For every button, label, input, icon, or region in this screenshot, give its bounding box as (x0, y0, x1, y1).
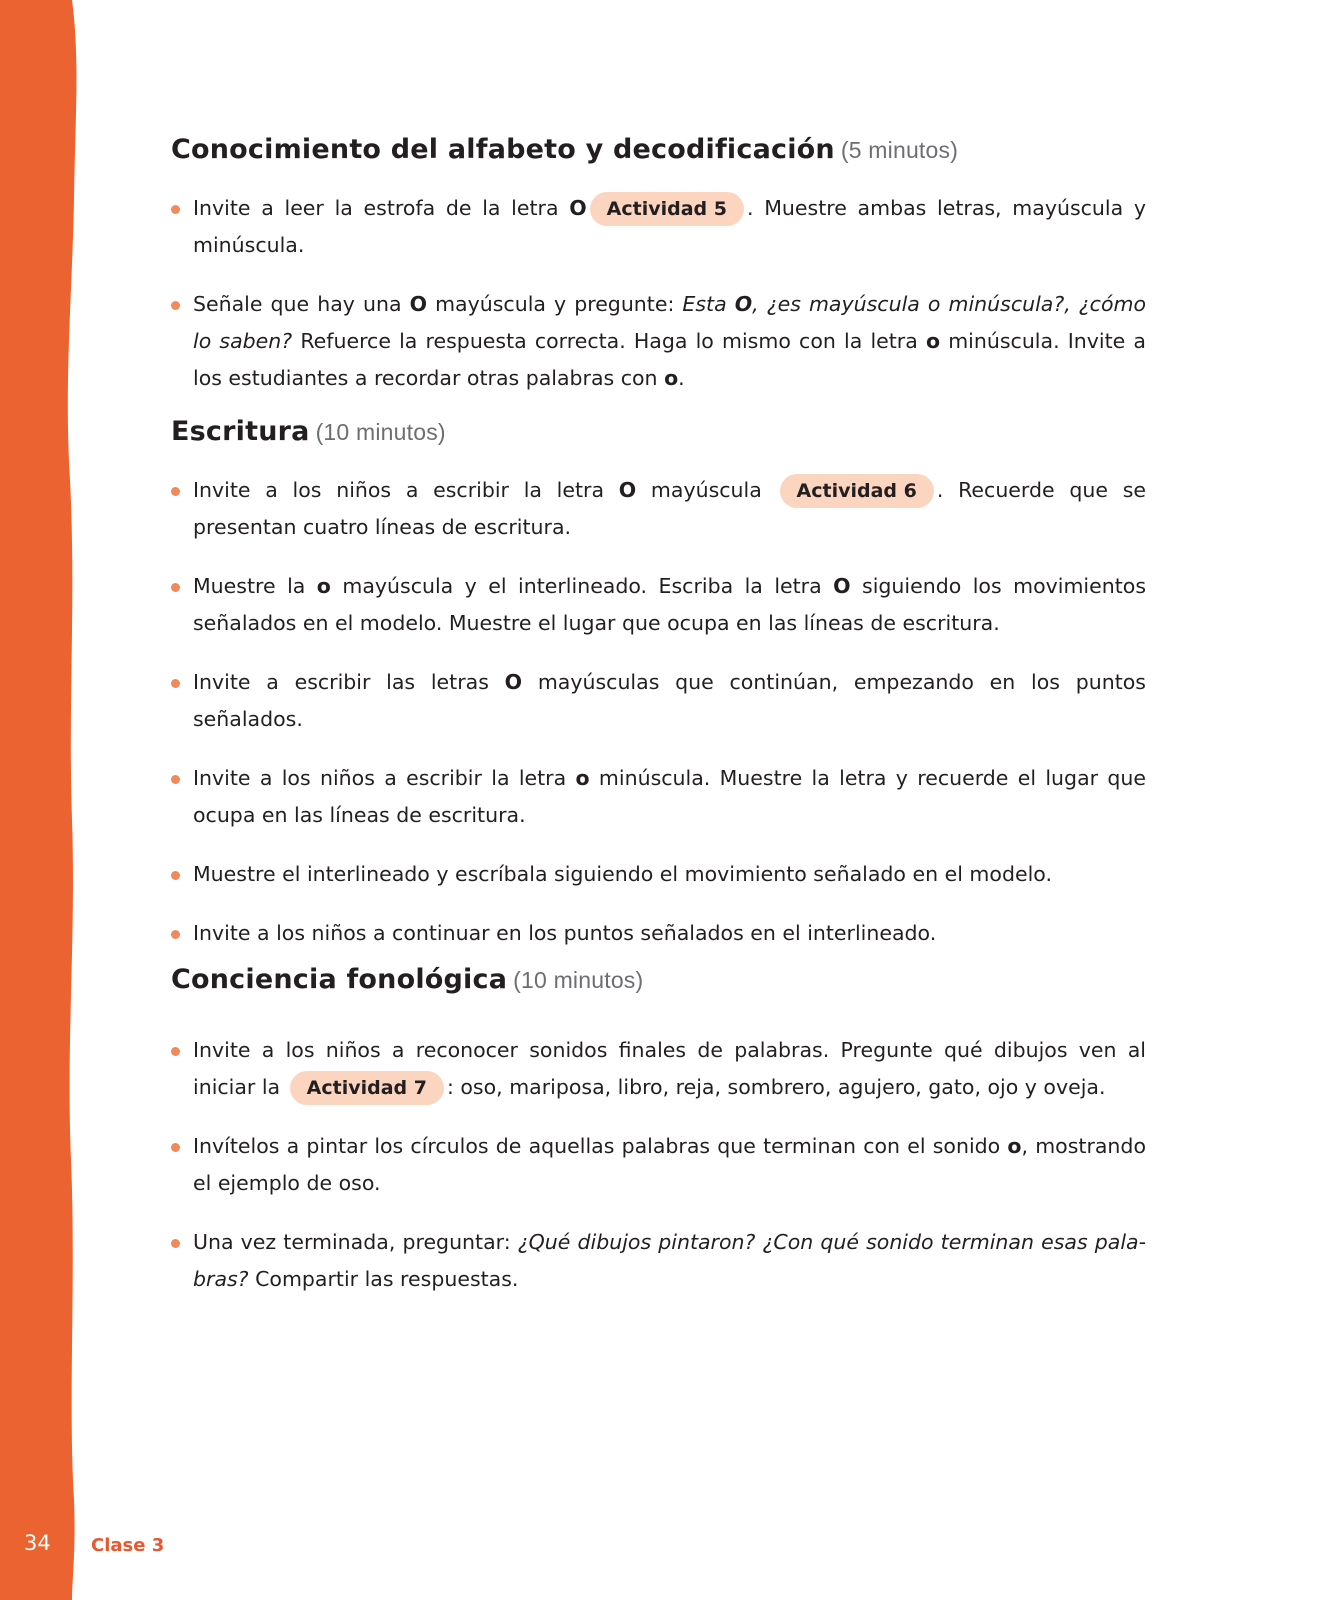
list-item: Invite a leer la estrofa de la letra O Actividad 5 . Muestre ambas letras, mayúscula y minúscula. (171, 190, 1146, 264)
list-item: Invite a escribir las letras O mayúsculas que continúan, empezando en los puntos señalados. (171, 664, 1146, 738)
footer-class-label: Clase 3 (91, 1535, 165, 1556)
activity-badge: Actividad 5 (590, 192, 744, 226)
alfabeto-list (171, 190, 1146, 397)
bullet-dot-icon (171, 679, 180, 688)
list-item: Invite a los niños a reconocer sonidos finales de palabras. Pregunte qué dibujos ven al iniciar la Actividad 7 : oso, mariposa, libro, reja, sombrero, agujero, gato, ojo y oveja. (171, 1032, 1146, 1106)
list-item: Muestre el interlineado y escríbala siguiendo el movimiento señalado en el modelo. (171, 856, 1146, 893)
list-item: Una vez terminada, preguntar: ¿Qué dibujos pintaron? ¿Con qué sonido terminan esas palabras? Compartir las respuestas. (171, 1224, 1146, 1298)
list-item: Invite a los niños a escribir la letra O mayúscula Actividad 6 . Recuerde que se presentan cuatro líneas de escritura. (171, 472, 1146, 546)
section-time: (10 minutos) (315, 419, 446, 445)
bullet-dot-icon (171, 871, 180, 880)
conciencia-list (171, 1032, 1146, 1298)
bullet-dot-icon (171, 205, 180, 214)
section-title-escritura: Escritura (10 minutos) (171, 416, 446, 447)
section-time: (10 minutos) (513, 967, 644, 993)
section-title-alfabeto: Conocimiento del alfabeto y decodificación (5 minutos) (171, 134, 959, 165)
escritura-list (171, 472, 1146, 952)
bullet-dot-icon (171, 775, 180, 784)
bullet-dot-icon (171, 930, 180, 939)
bullet-dot-icon (171, 301, 180, 310)
bullet-dot-icon (171, 1143, 180, 1152)
list-item: Invite a los niños a escribir la letra o minúscula. Muestre la letra y recuerde el lugar que ocupa en las líneas de escritura. (171, 760, 1146, 834)
list-item: Señale que hay una O mayúscula y pregunte: Esta O, ¿es mayúscula o minúscula?, ¿cómo lo saben? Refuerce la respuesta correcta. Haga lo mismo con la letra o minúscula. Invite a los estudiantes a recordar otras palabras con o. (171, 286, 1146, 397)
activity-badge: Actividad 6 (780, 474, 934, 508)
section-title-conciencia: Conciencia fonológica (10 minutos) (171, 964, 644, 995)
orange-side-band (0, 0, 90, 1600)
bullet-dot-icon (171, 583, 180, 592)
section-time: (5 minutos) (840, 137, 959, 163)
activity-badge: Actividad 7 (290, 1071, 444, 1105)
bullet-dot-icon (171, 1239, 180, 1248)
list-item: Invítelos a pintar los círculos de aquellas palabras que terminan con el sonido o, mostrando el ejemplo de oso. (171, 1128, 1146, 1202)
list-item: Invite a los niños a continuar en los puntos señalados en el interlineado. (171, 915, 1146, 952)
bullet-dot-icon (171, 487, 180, 496)
list-item: Muestre la o mayúscula y el interlineado. Escriba la letra O siguiendo los movimientos señalados en el modelo. Muestre el lugar que ocupa en las líneas de escritura. (171, 568, 1146, 642)
bullet-dot-icon (171, 1047, 180, 1056)
page-number: 34 (24, 1531, 51, 1555)
